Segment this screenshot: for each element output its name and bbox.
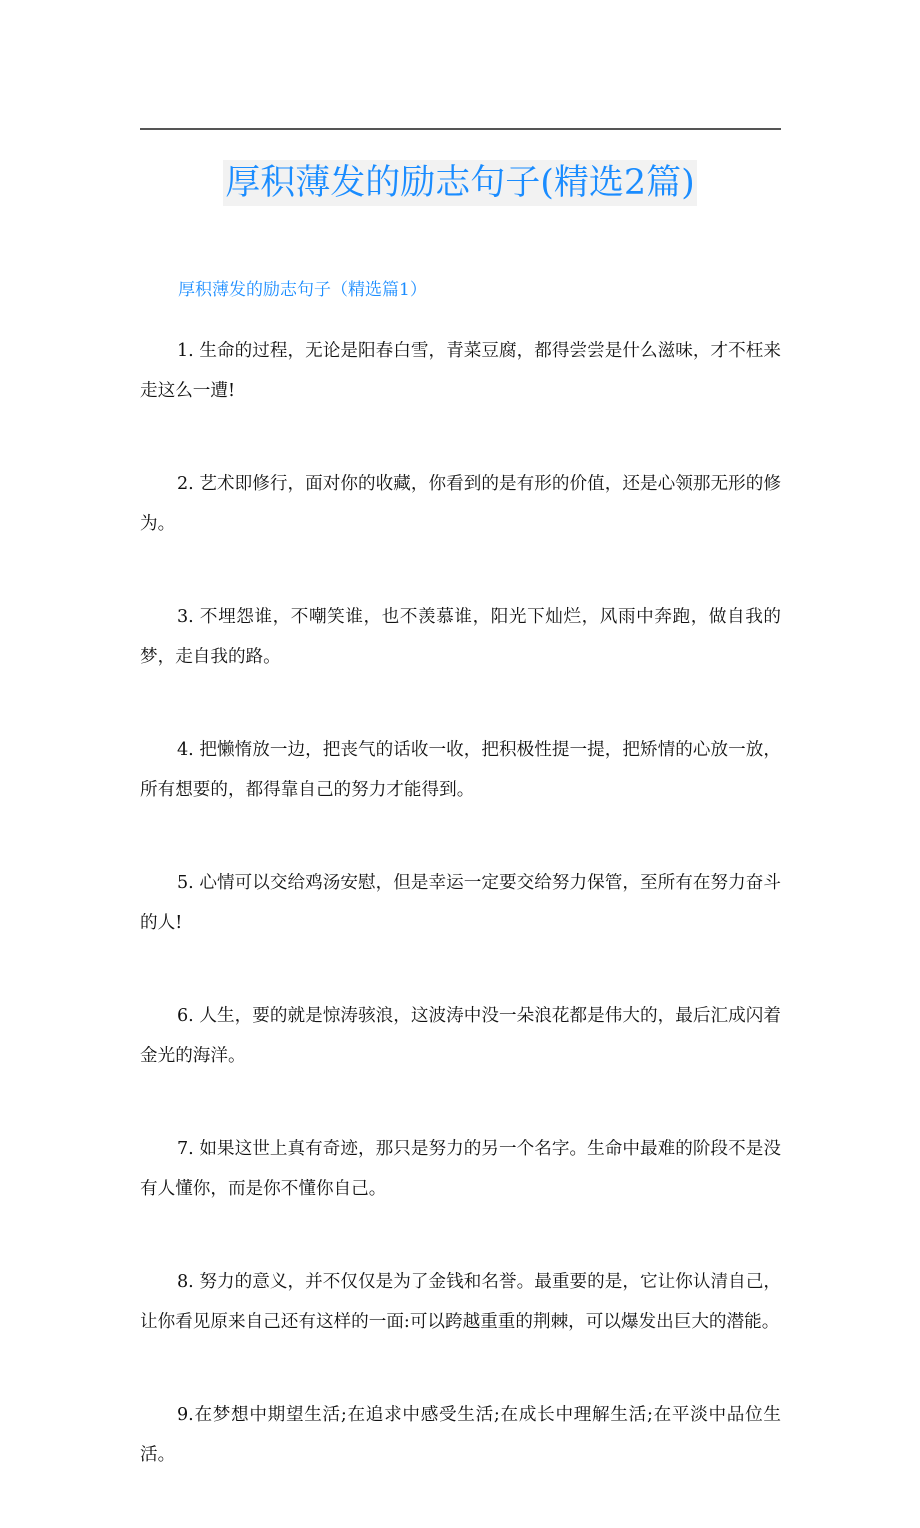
paragraph: 2. 艺术即修行，面对你的收藏，你看到的是有形的价值，还是心领那无形的修为。	[140, 474, 781, 534]
section-heading: 厚积薄发的励志句子（精选篇1）	[178, 280, 427, 300]
paragraph: 4. 把懒惰放一边，把丧气的话收一收，把积极性提一提，把矫情的心放一放，所有想要的，都得靠自己的努力才能得到。	[140, 740, 781, 800]
document-body	[140, 331, 781, 1528]
paragraph: 9.在梦想中期望生活;在追求中感受生活;在成长中理解生活;在平淡中品位生活。	[140, 1405, 781, 1465]
paragraph: 3. 不埋怨谁，不嘲笑谁，也不羡慕谁，阳光下灿烂，风雨中奔跑，做自我的梦，走自我的路。	[140, 607, 781, 667]
header-rule	[140, 128, 781, 130]
paragraph: 7. 如果这世上真有奇迹，那只是努力的另一个名字。生命中最难的阶段不是没有人懂你，而是你不懂你自己。	[140, 1139, 781, 1199]
paragraph: 6. 人生，要的就是惊涛骇浪，这波涛中没一朵浪花都是伟大的，最后汇成闪着金光的海洋。	[140, 1006, 781, 1066]
paragraph: 8. 努力的意义，并不仅仅是为了金钱和名誉。最重要的是，它让你认清自己，让你看见原来自己还有这样的一面:可以跨越重重的荆棘，可以爆发出巨大的潜能。	[140, 1272, 781, 1332]
paragraph: 5. 心情可以交给鸡汤安慰，但是幸运一定要交给努力保管，至所有在努力奋斗的人!	[140, 873, 781, 933]
document-title: 厚积薄发的励志句子(精选2篇)	[223, 160, 697, 206]
paragraph: 1. 生命的过程，无论是阳春白雪，青菜豆腐，都得尝尝是什么滋味，才不枉来走这么一遭!	[140, 341, 781, 401]
